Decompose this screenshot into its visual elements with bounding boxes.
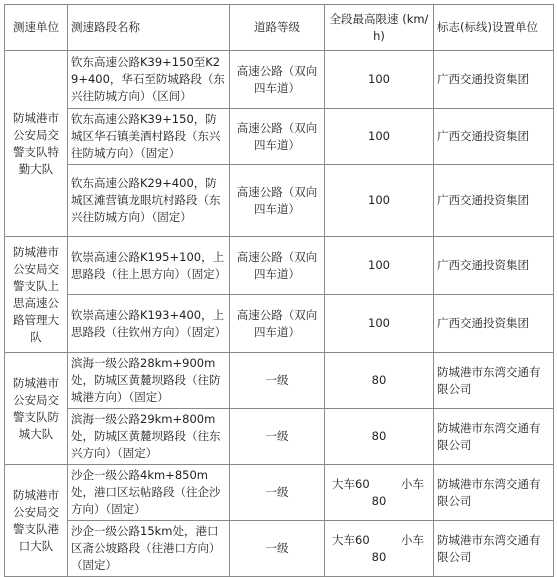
setter-cell: 广西交通投资集团 — [434, 51, 554, 109]
setter-cell: 防城港市东湾交通有限公司 — [434, 409, 554, 465]
speed-cell: 100 — [325, 295, 434, 353]
section-cell: 钦东高速公路K39+150至K29+400，华石至防城路段（东兴往防城方向）（区间） — [68, 51, 230, 109]
table-row — [5, 165, 554, 237]
table-row — [5, 295, 554, 353]
speed-cell: 80 — [325, 409, 434, 465]
setter-cell: 广西交通投资集团 — [434, 237, 554, 295]
header-unit: 测速单位 — [5, 5, 68, 51]
speed-cell: 100 — [325, 109, 434, 165]
grade-cell: 高速公路（双向四车道） — [230, 295, 325, 353]
unit-cell: 防城港市公安局交警支队特勤大队 — [5, 51, 68, 237]
section-cell: 沙企一级公路4km+850m处，港口区坛帖路段（往企沙方向）（固定） — [68, 465, 230, 521]
header-sign-setter: 标志(标线)设置单位 — [434, 5, 554, 51]
speed-split — [328, 532, 430, 549]
grade-cell: 一级 — [230, 465, 325, 521]
unit-cell: 防城港市公安局交警支队港口大队 — [5, 465, 68, 577]
section-cell: 滨海一级公路28km+900m处，防城区黄麓坝路段（往防城港方向）（固定） — [68, 353, 230, 409]
speed-cell: 100 — [325, 165, 434, 237]
header-grade: 道路等级 — [230, 5, 325, 51]
table-row — [5, 51, 554, 109]
speed-cell — [325, 521, 434, 577]
grade-cell: 高速公路（双向四车道） — [230, 51, 325, 109]
grade-cell: 高速公路（双向四车道） — [230, 109, 325, 165]
section-cell: 滨海一级公路29km+800m处，防城区黄麓坝路段（往东兴方向）（固定） — [68, 409, 230, 465]
unit-cell: 防城港市公安局交警支队防城大队 — [5, 353, 68, 465]
header-speed-limit: 全段最高限速 (km/h) — [325, 5, 434, 51]
setter-cell: 防城港市东湾交通有限公司 — [434, 465, 554, 521]
setter-cell: 广西交通投资集团 — [434, 165, 554, 237]
table-header-row — [5, 5, 554, 51]
section-cell: 钦东高速公路K39+150，防城区华石镇美酒村路段（东兴往防城方向）（固定） — [68, 109, 230, 165]
section-cell: 钦崇高速公路K193+400，上思路段（往钦州方向）（固定） — [68, 295, 230, 353]
setter-cell: 广西交通投资集团 — [434, 109, 554, 165]
speed-enforcement-table — [4, 4, 554, 577]
speed-cell: 100 — [325, 237, 434, 295]
section-cell: 钦东高速公路K29+400，防城区滩营镇龙眼坑村路段（东兴往防城方向）（固定） — [68, 165, 230, 237]
header-section: 测速路段名称 — [68, 5, 230, 51]
table-row — [5, 465, 554, 521]
speed-big-vehicle: 大车60 — [332, 476, 370, 491]
grade-cell: 一级 — [230, 521, 325, 577]
grade-cell: 高速公路（双向四车道） — [230, 165, 325, 237]
table-row — [5, 109, 554, 165]
table-row — [5, 521, 554, 577]
table-row — [5, 237, 554, 295]
speed-big-vehicle: 大车60 — [332, 532, 370, 547]
setter-cell: 防城港市东湾交通有限公司 — [434, 353, 554, 409]
unit-cell: 防城港市公安局交警支队上思高速公路管理大队 — [5, 237, 68, 353]
grade-cell: 一级 — [230, 353, 325, 409]
speed-cell: 80 — [325, 353, 434, 409]
section-cell: 钦崇高速公路K195+100，上思路段（往上思方向）（固定） — [68, 237, 230, 295]
setter-cell: 广西交通投资集团 — [434, 295, 554, 353]
grade-cell: 一级 — [230, 409, 325, 465]
speed-small-vehicle-label: 小车 — [401, 532, 424, 547]
speed-small-vehicle-value: 80 — [371, 493, 387, 508]
grade-cell: 高速公路（双向四车道） — [230, 237, 325, 295]
speed-small-vehicle-label: 小车 — [401, 476, 424, 491]
speed-split — [328, 476, 430, 493]
section-cell: 沙企一级公路15km处，港口区斋公坡路段（往港口方向）（固定） — [68, 521, 230, 577]
setter-cell: 防城港市东湾交通有限公司 — [434, 521, 554, 577]
table-row — [5, 353, 554, 409]
speed-cell — [325, 465, 434, 521]
speed-small-vehicle-value: 80 — [371, 549, 387, 564]
table-row — [5, 409, 554, 465]
speed-cell: 100 — [325, 51, 434, 109]
